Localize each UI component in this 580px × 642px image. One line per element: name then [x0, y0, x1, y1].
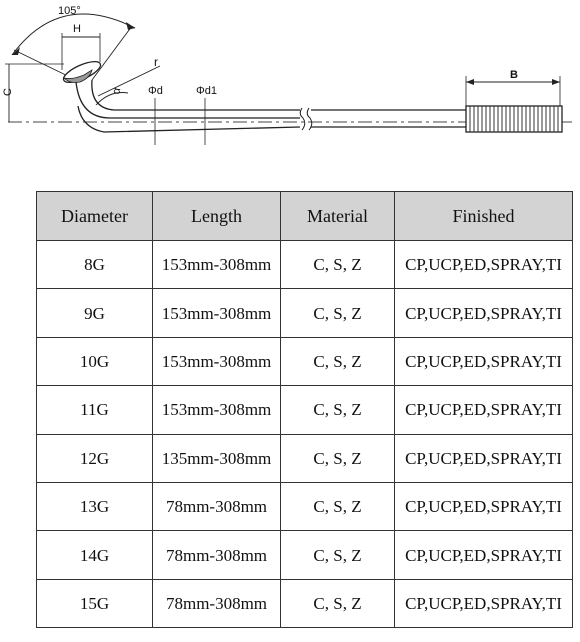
- cell-diameter: 15G: [37, 579, 153, 627]
- table-row: [37, 241, 573, 289]
- cell-finished: CP,UCP,ED,SPRAY,TI: [395, 289, 573, 337]
- cell-length: 153mm-308mm: [153, 337, 281, 385]
- arrowhead: [466, 79, 474, 85]
- cell-length: 78mm-308mm: [153, 579, 281, 627]
- cell-finished: CP,UCP,ED,SPRAY,TI: [395, 531, 573, 579]
- table-row: [37, 289, 573, 337]
- cell-material: C, S, Z: [281, 579, 395, 627]
- cell-diameter: 9G: [37, 289, 153, 337]
- cell-diameter: 10G: [37, 337, 153, 385]
- cell-length: 78mm-308mm: [153, 482, 281, 530]
- spoke-bend: [76, 80, 300, 118]
- cell-material: C, S, Z: [281, 241, 395, 289]
- diameter-d1-label: Φd1: [196, 85, 218, 97]
- cell-finished: CP,UCP,ED,SPRAY,TI: [395, 337, 573, 385]
- cell-finished: CP,UCP,ED,SPRAY,TI: [395, 241, 573, 289]
- radius-label: r: [154, 55, 158, 69]
- table-row: [37, 531, 573, 579]
- header-material: Material: [281, 192, 395, 241]
- cell-finished: CP,UCP,ED,SPRAY,TI: [395, 386, 573, 434]
- cell-material: C, S, Z: [281, 482, 395, 530]
- table-row: [37, 337, 573, 385]
- cell-diameter: 12G: [37, 434, 153, 482]
- table-row: [37, 482, 573, 530]
- spoke-spec-table: [36, 191, 573, 628]
- cell-finished: CP,UCP,ED,SPRAY,TI: [395, 434, 573, 482]
- angle-label: 105°: [58, 5, 81, 17]
- table-header-row: [37, 192, 573, 241]
- cell-finished: CP,UCP,ED,SPRAY,TI: [395, 482, 573, 530]
- head-label: H: [73, 23, 81, 35]
- break-mark: [300, 108, 305, 130]
- cell-material: C, S, Z: [281, 531, 395, 579]
- table-row: [37, 579, 573, 627]
- height-label: C: [2, 88, 14, 96]
- header-diameter: Diameter: [37, 192, 153, 241]
- arrowhead: [126, 22, 135, 30]
- cell-material: C, S, Z: [281, 289, 395, 337]
- thread-label: B: [510, 69, 518, 81]
- cell-diameter: 11G: [37, 386, 153, 434]
- header-finished: Finished: [395, 192, 573, 241]
- bend-angle-label: α: [110, 86, 124, 96]
- cell-material: C, S, Z: [281, 434, 395, 482]
- cell-length: 153mm-308mm: [153, 289, 281, 337]
- spoke-technical-drawing: [0, 0, 580, 165]
- table-row: [37, 386, 573, 434]
- spoke-head: [61, 57, 103, 86]
- angle-extension-right: [92, 26, 132, 80]
- arrowhead: [552, 79, 560, 85]
- cell-finished: CP,UCP,ED,SPRAY,TI: [395, 579, 573, 627]
- cell-length: 153mm-308mm: [153, 386, 281, 434]
- cell-material: C, S, Z: [281, 386, 395, 434]
- cell-material: C, S, Z: [281, 337, 395, 385]
- cell-diameter: 8G: [37, 241, 153, 289]
- diameter-d-label: Φd: [148, 85, 163, 97]
- cell-length: 153mm-308mm: [153, 241, 281, 289]
- cell-length: 135mm-308mm: [153, 434, 281, 482]
- header-length: Length: [153, 192, 281, 241]
- cell-diameter: 13G: [37, 482, 153, 530]
- table-row: [37, 434, 573, 482]
- cell-diameter: 14G: [37, 531, 153, 579]
- cell-length: 78mm-308mm: [153, 531, 281, 579]
